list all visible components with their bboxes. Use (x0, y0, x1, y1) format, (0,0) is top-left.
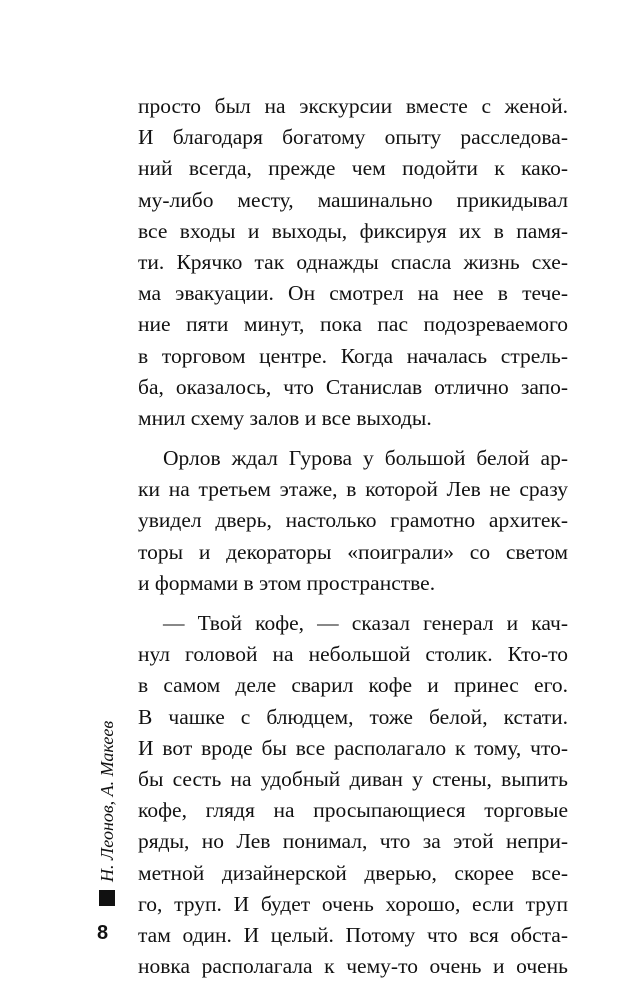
text-line: и формами в этом пространстве. (138, 570, 436, 595)
paragraph-gap (138, 599, 568, 608)
text-line: в самом деле сварил кофе и принес его. (138, 673, 568, 698)
text-line: ки на третьем этаже, в которой Лев не сразу (138, 477, 568, 502)
paragraph-gap (138, 434, 568, 443)
text-line: Орлов ждал Гурова у большой белой ар- (163, 446, 568, 471)
text-line: ба, оказалось, что Станислав отлично запо- (138, 374, 568, 399)
running-head-author: Н. Леонов, А. Макеев (97, 720, 117, 882)
text-line: го, труп. И будет очень хорошо, если труп (138, 891, 568, 916)
text-line: В чашке с блюдцем, тоже белой, кстати. (138, 704, 568, 729)
body-text (138, 91, 568, 982)
square-marker-icon (99, 890, 115, 906)
text-line: И благодаря богатому опыту расследова- (138, 125, 568, 150)
paragraph (138, 443, 568, 599)
text-line: му-либо месту, машинально прикидывал (138, 187, 568, 212)
paragraph (138, 608, 568, 982)
text-line: нул головой на небольшой столик. Кто-то (138, 642, 568, 667)
text-line: ти. Крячко так однажды спасла жизнь схе- (138, 249, 568, 274)
text-line: там один. И целый. Потому что вся обста- (138, 922, 568, 947)
text-line: ряды, но Лев понимал, что за этой непри- (138, 829, 568, 854)
text-line: бы сесть на удобный диван у стены, выпить (138, 766, 568, 791)
text-line: мнил схему залов и все выходы. (138, 405, 432, 430)
text-line: — Твой кофе, — сказал генерал и кач- (163, 611, 568, 635)
text-line: новка располагала к чему-то очень и очень (138, 954, 568, 979)
text-line: торы и декораторы «поиграли» со светом (138, 539, 568, 564)
text-line: в торговом центре. Когда началась стрель- (138, 343, 568, 368)
text-line: ние пяти минут, пока пас подозреваемого (138, 312, 568, 337)
text-line: ний всегда, прежде чем подойти к како- (138, 156, 568, 181)
text-line: метной дизайнерской дверью, скорее все- (138, 860, 568, 885)
text-line: все входы и выходы, фиксируя их в памя- (138, 218, 568, 243)
text-line: увидел дверь, настолько грамотно архитек- (138, 508, 568, 533)
text-line: ма эвакуации. Он смотрел на нее в тече- (138, 281, 568, 306)
paragraph (138, 91, 568, 434)
page-number: 8 (97, 922, 109, 944)
text-line: И вот вроде бы все располагало к тому, что- (138, 735, 568, 760)
running-head (92, 666, 122, 882)
text-line: просто был на экскурсии вместе с женой. (138, 94, 568, 118)
text-line: кофе, глядя на просыпающиеся торговые (138, 798, 568, 823)
